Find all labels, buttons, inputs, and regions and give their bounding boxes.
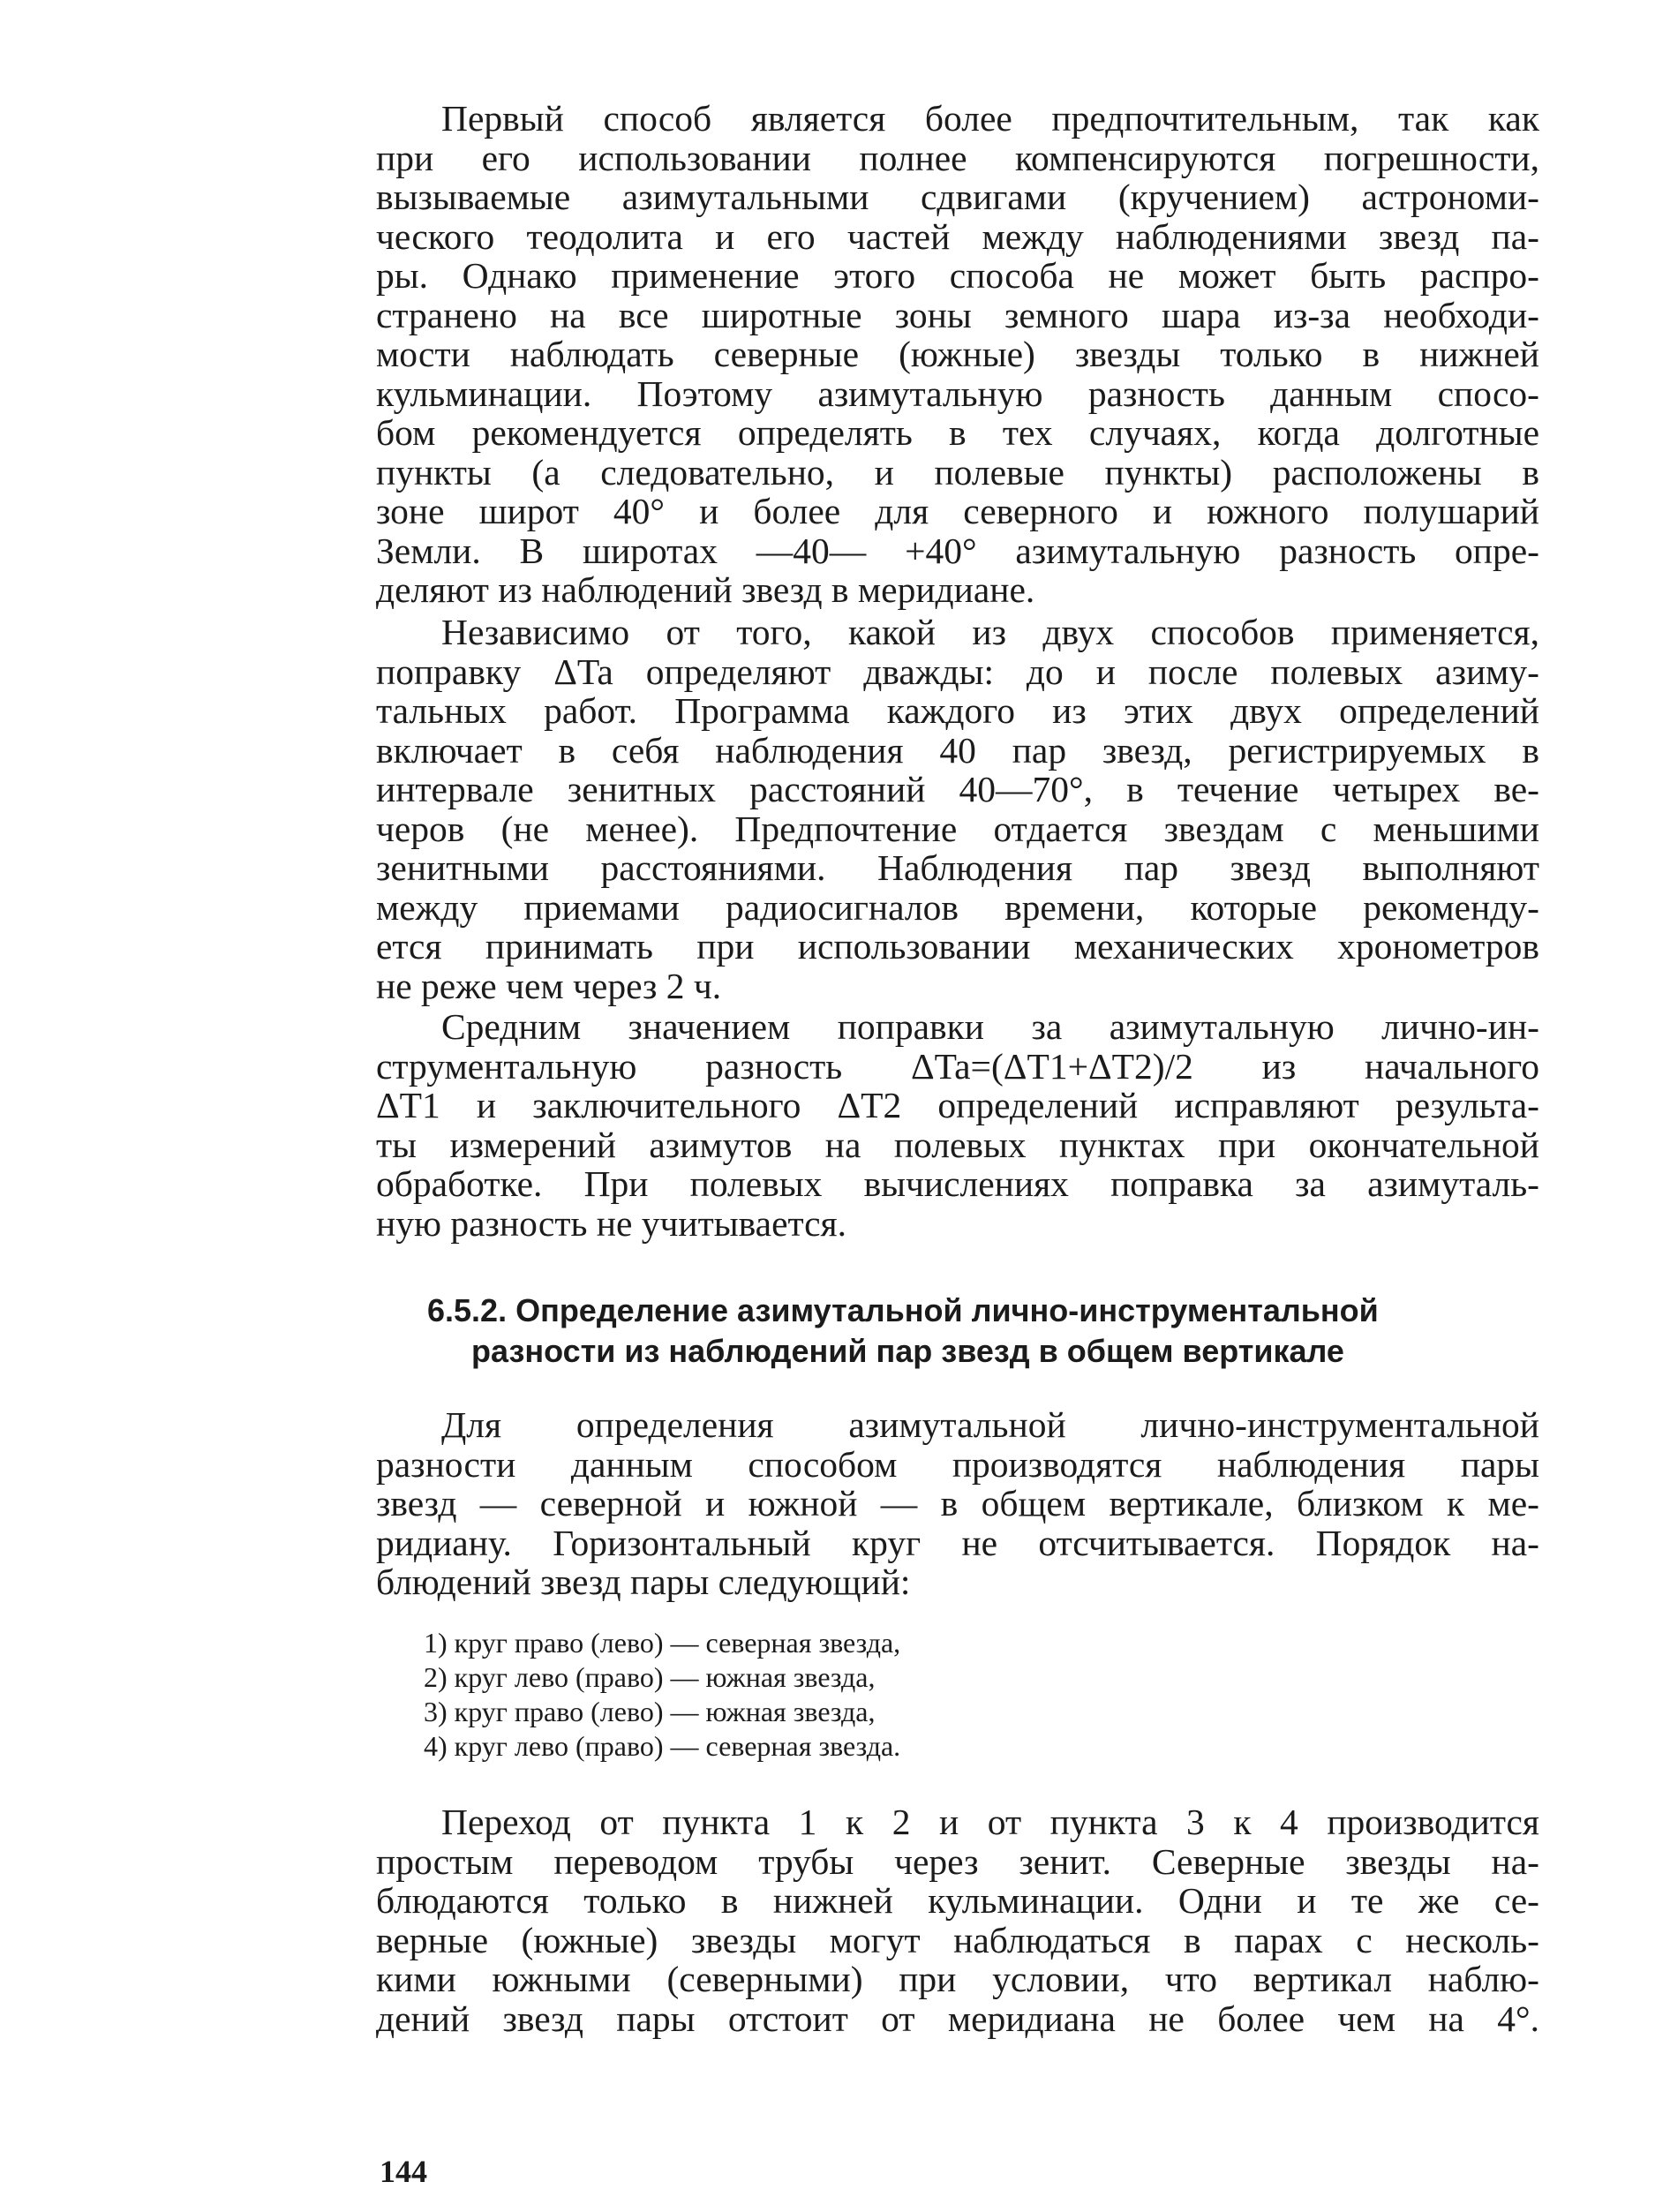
text-line: мости наблюдать северные (южные) звезды только в нижней <box>376 334 1539 374</box>
section-heading-line: 6.5.2. Определение азимутальной лично-инструментальной <box>427 1292 1379 1328</box>
text-line: зоне широт 40° и более для северного и южного полушарий <box>376 491 1539 531</box>
section-heading <box>376 1290 1539 1372</box>
list-item: 2) круг лево (право) — южная звезда, <box>424 1661 876 1693</box>
text-line: при его использовании полнее компенсируются погрешности, <box>376 137 1539 178</box>
text-line: пункты (а следовательно, и полевые пункты) расположены в <box>376 451 1539 493</box>
text-line: ется принимать при использовании механических хронометров <box>376 926 1539 967</box>
text-line: кими южными (северными) при условии, что вертикал наблю- <box>376 1959 1539 1999</box>
text-line: струментальную разность ΔTa=(ΔT1+ΔT2)/2 из начального <box>376 1045 1539 1087</box>
text-line: ΔT1 и заключительного ΔT2 определений исправляют результа- <box>376 1085 1539 1125</box>
paragraph-3 <box>376 1007 1539 1243</box>
text-line: вызываемые азимутальными сдвигами (кручением) астрономи- <box>376 177 1539 217</box>
text-line: ческого теодолита и его частей между наблюдениями звезд па- <box>376 215 1539 257</box>
text-line: звезд — северной и южной — в общем вертикале, близком к ме- <box>376 1483 1539 1524</box>
list-item: 4) круг лево (право) — северная звезда. <box>424 1730 901 1762</box>
text-line: блюдаются только в нижней кульминации. Одни и те же се- <box>376 1880 1539 1921</box>
text-line: странено на все широтные зоны земного шара из-за необходи- <box>376 294 1539 335</box>
text-line: ную разность не учитывается. <box>376 1202 847 1244</box>
paragraph-2 <box>376 613 1539 1005</box>
text-line: включает в себя наблюдения 40 пар звезд, регистрируемых в <box>376 729 1539 771</box>
text-line: Переход от пункта 1 к 2 и от пункта 3 к 4 производится <box>441 1802 1539 1842</box>
text-line: между приемами радиосигналов времени, которые рекоменду- <box>376 886 1539 928</box>
text-line: бом рекомендуется определять в тех случаях, когда долготные <box>376 412 1539 453</box>
text-line: простым переводом трубы через зенит. Северные звезды на- <box>376 1840 1539 1882</box>
text-line: кульминации. Поэтому азимутальную разность данным спосо- <box>376 372 1539 414</box>
paragraph-1 <box>376 99 1539 610</box>
text-line: поправку ΔTa определяют дважды: до и после полевых азиму- <box>376 651 1539 692</box>
text-line: интервале зенитных расстояний 40—70°, в течение четырех ве- <box>376 769 1539 809</box>
text-line: дений звезд пары отстоит от меридиана не более чем на 4°. <box>376 1998 1539 2039</box>
text-line: Средним значением поправки за азимутальную лично-ин- <box>441 1006 1539 1047</box>
text-line: Земли. В широтах —40— +40° азимутальную разность опре- <box>376 530 1539 571</box>
text-line: черов (не менее). Предпочтение отдается звездам с меньшими <box>376 808 1539 849</box>
text-line: ты измерений азимутов на полевых пунктах при окончательной <box>376 1124 1539 1165</box>
text-line: ры. Однако применение этого способа не может быть распро- <box>376 255 1539 296</box>
list-item: 3) круг право (лево) — южная звезда, <box>424 1696 876 1727</box>
text-line: верные (южные) звезды могут наблюдаться в парах с несколь- <box>376 1919 1539 1960</box>
text-line: ридиану. Горизонтальный круг не отсчитывается. Порядок на- <box>376 1522 1539 1563</box>
text-line: тальных работ. Программа каждого из этих двух определений <box>376 690 1539 731</box>
text-line: Первый способ является более предпочтительным, так как <box>441 98 1539 139</box>
text-line: разности данным способом производятся наблюдения пары <box>376 1443 1539 1485</box>
text-line: Для определения азимутальной лично-инструментальной <box>441 1404 1539 1445</box>
text-line: обработке. При полевых вычислениях поправка за азимуталь- <box>376 1163 1539 1204</box>
text-line: деляют из наблюдений звезд в меридиане. <box>376 569 1035 610</box>
text-line: блюдений звезд пары следующий: <box>376 1561 911 1602</box>
observation-order-list <box>424 1626 900 1764</box>
paragraph-5 <box>376 1802 1539 2038</box>
text-line: зенитными расстояниями. Наблюдения пар звезд выполняют <box>376 847 1539 888</box>
section-heading-line: разности из наблюдений пар звезд в общем вертикале <box>471 1333 1344 1369</box>
text-line: Независимо от того, какой из двух способов применяется, <box>441 612 1539 652</box>
page-number: 144 <box>380 2154 427 2189</box>
list-item: 1) круг право (лево) — северная звезда, <box>424 1627 901 1659</box>
text-line: не реже чем через 2 ч. <box>376 965 722 1006</box>
paragraph-4 <box>376 1405 1539 1602</box>
